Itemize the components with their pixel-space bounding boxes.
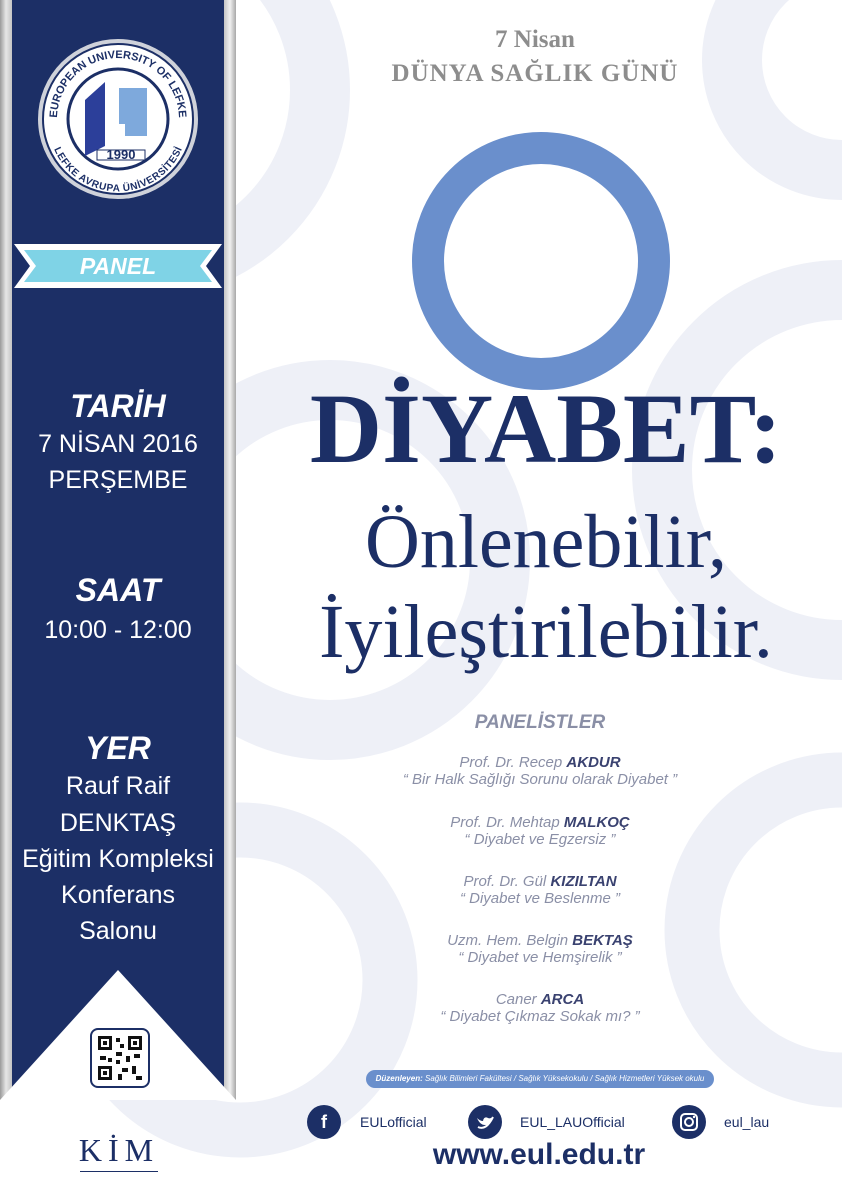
title-line3: İyileştirilebilir. bbox=[319, 590, 773, 674]
panelist-topic: “ Diyabet ve Beslenme ” bbox=[459, 890, 621, 907]
twitter-handle[interactable]: EUL_LAUOfficial bbox=[520, 1114, 625, 1130]
title-main: DİYABET: bbox=[309, 373, 783, 484]
time-heading: SAAT bbox=[75, 572, 161, 608]
panelist-topic: “ Bir Halk Sağlığı Sorunu olarak Diyabet ” bbox=[402, 771, 678, 788]
panelist-topic: “ Diyabet Çıkmaz Sokak mı? ” bbox=[440, 1008, 640, 1025]
date-heading: TARİH bbox=[70, 388, 166, 424]
panelist-title: Prof. Dr. Mehtap bbox=[450, 814, 560, 831]
logo-text-bottom: LEFKE AVRUPA ÜNİVERSİTESİ bbox=[51, 145, 185, 195]
header-date: 7 Nisan bbox=[495, 26, 575, 53]
place-line: Rauf Raif bbox=[65, 772, 171, 800]
panelist-topic: “ Diyabet ve Egzersiz ” bbox=[464, 831, 616, 848]
place-line: Konferans bbox=[61, 881, 175, 909]
kim-logo bbox=[74, 1132, 164, 1176]
logo-year: 1990 bbox=[106, 147, 136, 162]
svg-text:EUROPEAN UNIVERSITY OF LEFKE bbox=[48, 49, 188, 118]
panelist bbox=[340, 754, 740, 788]
qr-code[interactable] bbox=[90, 1028, 150, 1088]
panelist bbox=[340, 814, 740, 848]
panelist bbox=[340, 873, 740, 907]
facebook-handle[interactable]: EULofficial bbox=[360, 1114, 427, 1130]
instagram-handle[interactable]: eul_lau bbox=[724, 1114, 770, 1130]
panel-badge bbox=[14, 240, 222, 292]
kim-logo-text: KİM bbox=[78, 1132, 160, 1168]
panelist-topic: “ Diyabet ve Hemşirelik ” bbox=[458, 949, 622, 966]
panelist-surname: MALKOÇ bbox=[563, 814, 630, 831]
instagram-icon[interactable] bbox=[672, 1105, 706, 1139]
place-heading: YER bbox=[85, 730, 151, 766]
panel-label: PANEL bbox=[79, 253, 157, 279]
panelist bbox=[340, 932, 740, 966]
twitter-icon[interactable] bbox=[468, 1105, 502, 1139]
panelist-title: Uzm. Hem. Belgin bbox=[447, 932, 569, 949]
organizer-text: Sağlık Bilimleri Fakültesi / Sağlık Yüksekokulu / Sağlık Hizmetleri Yüksek okulu bbox=[424, 1074, 705, 1083]
panelists-heading: PANELİSTLER bbox=[474, 712, 606, 733]
time-value: 10:00 - 12:00 bbox=[44, 616, 192, 644]
place-line: Eğitim Kompleksi bbox=[22, 845, 214, 873]
panelist-surname: KIZILTAN bbox=[550, 873, 617, 890]
place-line: DENKTAŞ bbox=[59, 809, 177, 837]
blue-circle-icon bbox=[410, 130, 672, 392]
panelist-surname: BEKTAŞ bbox=[572, 932, 633, 949]
panelist-surname: ARCA bbox=[540, 991, 585, 1008]
website-link[interactable]: www.eul.edu.tr bbox=[432, 1138, 646, 1171]
date-value: 7 NİSAN 2016 bbox=[38, 430, 198, 458]
organizer-bar bbox=[366, 1070, 714, 1088]
panelist-surname: AKDUR bbox=[566, 754, 621, 771]
panelist-title: Caner bbox=[495, 991, 537, 1008]
header-event: DÜNYA SAĞLIK GÜNÜ bbox=[391, 60, 679, 87]
logo-text-top: EUROPEAN UNIVERSITY OF LEFKE bbox=[47, 48, 189, 119]
panelist bbox=[340, 991, 740, 1025]
title-line2: Önlenebilir, bbox=[364, 500, 728, 584]
panelist-title: Prof. Dr. Recep bbox=[459, 754, 563, 771]
day-value: PERŞEMBE bbox=[48, 466, 188, 494]
place-line: Salonu bbox=[79, 917, 157, 945]
facebook-icon[interactable]: f bbox=[307, 1105, 341, 1139]
panelist-title: Prof. Dr. Gül bbox=[463, 873, 547, 890]
organizer-label: Düzenleyen: bbox=[375, 1074, 423, 1083]
